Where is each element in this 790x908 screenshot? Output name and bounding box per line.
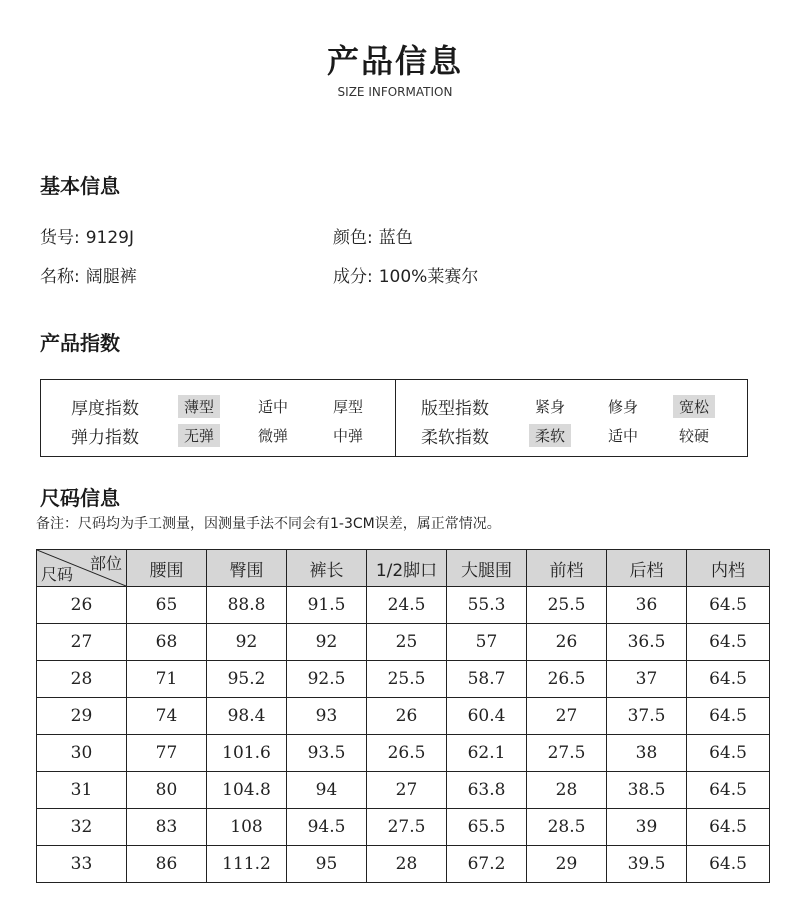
measure-cell: 83 bbox=[127, 809, 207, 846]
measure-cell: 62.1 bbox=[447, 735, 527, 772]
measure-cell: 39 bbox=[607, 809, 687, 846]
measure-cell: 29 bbox=[527, 846, 607, 883]
column-header: 大腿围 bbox=[447, 550, 527, 587]
size-info-heading: 尺码信息 bbox=[40, 486, 120, 510]
measure-cell: 36.5 bbox=[607, 624, 687, 661]
measure-cell: 58.7 bbox=[447, 661, 527, 698]
index-label: 弹力指数 bbox=[71, 428, 139, 448]
item-number bbox=[40, 223, 134, 248]
measure-cell: 39.5 bbox=[607, 846, 687, 883]
size-table-header bbox=[37, 550, 770, 587]
size-note: 备注：尺码均为手工测量，因测量手法不同会有1-3CM误差，属正常情况。 bbox=[36, 516, 501, 532]
index-label: 柔软指数 bbox=[421, 428, 489, 448]
measure-cell: 38 bbox=[607, 735, 687, 772]
measure-cell: 60.4 bbox=[447, 698, 527, 735]
measure-cell: 28 bbox=[527, 772, 607, 809]
material-label: 成分: bbox=[333, 267, 373, 287]
page-subtitle: SIZE INFORMATION bbox=[337, 85, 453, 99]
size-cell: 30 bbox=[37, 735, 127, 772]
measure-cell: 28 bbox=[367, 846, 447, 883]
measure-cell: 64.5 bbox=[687, 735, 770, 772]
size-cell: 27 bbox=[37, 624, 127, 661]
column-header: 裤长 bbox=[287, 550, 367, 587]
measure-cell: 95.2 bbox=[207, 661, 287, 698]
index-option-selected: 宽松 bbox=[673, 395, 715, 418]
measure-cell: 93.5 bbox=[287, 735, 367, 772]
size-cell: 29 bbox=[37, 698, 127, 735]
measure-cell: 63.8 bbox=[447, 772, 527, 809]
measure-cell: 25.5 bbox=[367, 661, 447, 698]
table-row bbox=[37, 772, 770, 809]
measure-cell: 25 bbox=[367, 624, 447, 661]
measure-cell: 92 bbox=[207, 624, 287, 661]
measure-cell: 94 bbox=[287, 772, 367, 809]
index-option: 适中 bbox=[608, 427, 639, 445]
index-option: 厚型 bbox=[333, 398, 364, 416]
size-cell: 28 bbox=[37, 661, 127, 698]
color-label: 颜色: bbox=[333, 228, 373, 248]
measure-cell: 28.5 bbox=[527, 809, 607, 846]
basic-info-heading: 基本信息 bbox=[40, 174, 120, 198]
measure-cell: 37 bbox=[607, 661, 687, 698]
column-header: 内档 bbox=[687, 550, 770, 587]
table-row bbox=[37, 661, 770, 698]
measure-cell: 64.5 bbox=[687, 698, 770, 735]
table-row bbox=[37, 587, 770, 624]
table-row bbox=[37, 624, 770, 661]
measure-cell: 25.5 bbox=[527, 587, 607, 624]
measure-cell: 27.5 bbox=[367, 809, 447, 846]
measure-cell: 64.5 bbox=[687, 624, 770, 661]
item-number-value: 9129J bbox=[85, 228, 135, 248]
measure-cell: 74 bbox=[127, 698, 207, 735]
page-title: 产品信息 bbox=[326, 42, 463, 80]
index-option: 中弹 bbox=[333, 427, 364, 445]
index-option: 微弹 bbox=[258, 427, 289, 445]
column-header: 1/2脚口 bbox=[367, 550, 447, 587]
measure-cell: 92.5 bbox=[287, 661, 367, 698]
measure-cell: 101.6 bbox=[207, 735, 287, 772]
column-header: 臀围 bbox=[207, 550, 287, 587]
measure-cell: 27 bbox=[527, 698, 607, 735]
measure-cell: 26 bbox=[367, 698, 447, 735]
measure-cell: 91.5 bbox=[287, 587, 367, 624]
measure-cell: 26.5 bbox=[367, 735, 447, 772]
product-name-label: 名称: bbox=[40, 267, 80, 287]
size-cell: 32 bbox=[37, 809, 127, 846]
item-number-label: 货号: bbox=[40, 228, 80, 248]
index-option-selected: 无弹 bbox=[178, 424, 220, 447]
size-table-body bbox=[37, 587, 770, 883]
measure-cell: 104.8 bbox=[207, 772, 287, 809]
measure-cell: 92 bbox=[287, 624, 367, 661]
size-cell: 33 bbox=[37, 846, 127, 883]
product-name-value: 阔腿裤 bbox=[85, 267, 137, 287]
corner-label-size: 尺码 bbox=[41, 565, 74, 584]
size-cell: 26 bbox=[37, 587, 127, 624]
index-option-selected: 薄型 bbox=[178, 395, 220, 418]
product-name bbox=[40, 262, 137, 287]
index-option: 适中 bbox=[258, 398, 289, 416]
index-option-selected: 柔软 bbox=[529, 424, 571, 447]
table-row bbox=[37, 735, 770, 772]
measure-cell: 27 bbox=[367, 772, 447, 809]
color-value: 蓝色 bbox=[378, 228, 413, 248]
column-header: 腰围 bbox=[127, 550, 207, 587]
table-row bbox=[37, 698, 770, 735]
measure-cell: 36 bbox=[607, 587, 687, 624]
measure-cell: 95 bbox=[287, 846, 367, 883]
measure-cell: 27.5 bbox=[527, 735, 607, 772]
corner-label-part: 部位 bbox=[89, 554, 122, 573]
column-header: 前档 bbox=[527, 550, 607, 587]
table-row bbox=[37, 809, 770, 846]
material-value: 100%莱赛尔 bbox=[378, 267, 479, 287]
product-index-heading: 产品指数 bbox=[40, 331, 120, 355]
corner-cell bbox=[37, 550, 127, 587]
measure-cell: 64.5 bbox=[687, 772, 770, 809]
size-cell: 31 bbox=[37, 772, 127, 809]
measure-cell: 93 bbox=[287, 698, 367, 735]
column-header: 后档 bbox=[607, 550, 687, 587]
index-option: 紧身 bbox=[535, 398, 566, 416]
measure-cell: 37.5 bbox=[607, 698, 687, 735]
color bbox=[333, 223, 413, 248]
measure-cell: 86 bbox=[127, 846, 207, 883]
material bbox=[333, 262, 478, 287]
measure-cell: 55.3 bbox=[447, 587, 527, 624]
measure-cell: 80 bbox=[127, 772, 207, 809]
measure-cell: 26 bbox=[527, 624, 607, 661]
measure-cell: 57 bbox=[447, 624, 527, 661]
index-divider bbox=[395, 380, 396, 456]
measure-cell: 67.2 bbox=[447, 846, 527, 883]
measure-cell: 88.8 bbox=[207, 587, 287, 624]
measure-cell: 64.5 bbox=[687, 587, 770, 624]
index-option: 修身 bbox=[608, 398, 639, 416]
measure-cell: 26.5 bbox=[527, 661, 607, 698]
index-option: 较硬 bbox=[679, 427, 710, 445]
measure-cell: 64.5 bbox=[687, 661, 770, 698]
measure-cell: 24.5 bbox=[367, 587, 447, 624]
index-label: 厚度指数 bbox=[71, 399, 139, 419]
measure-cell: 64.5 bbox=[687, 809, 770, 846]
measure-cell: 68 bbox=[127, 624, 207, 661]
size-table bbox=[36, 549, 770, 883]
measure-cell: 71 bbox=[127, 661, 207, 698]
measure-cell: 108 bbox=[207, 809, 287, 846]
measure-cell: 65 bbox=[127, 587, 207, 624]
measure-cell: 94.5 bbox=[287, 809, 367, 846]
table-row bbox=[37, 846, 770, 883]
index-label: 版型指数 bbox=[421, 399, 489, 419]
measure-cell: 65.5 bbox=[447, 809, 527, 846]
measure-cell: 98.4 bbox=[207, 698, 287, 735]
product-index-box bbox=[40, 379, 748, 457]
measure-cell: 111.2 bbox=[207, 846, 287, 883]
measure-cell: 77 bbox=[127, 735, 207, 772]
measure-cell: 38.5 bbox=[607, 772, 687, 809]
measure-cell: 64.5 bbox=[687, 846, 770, 883]
